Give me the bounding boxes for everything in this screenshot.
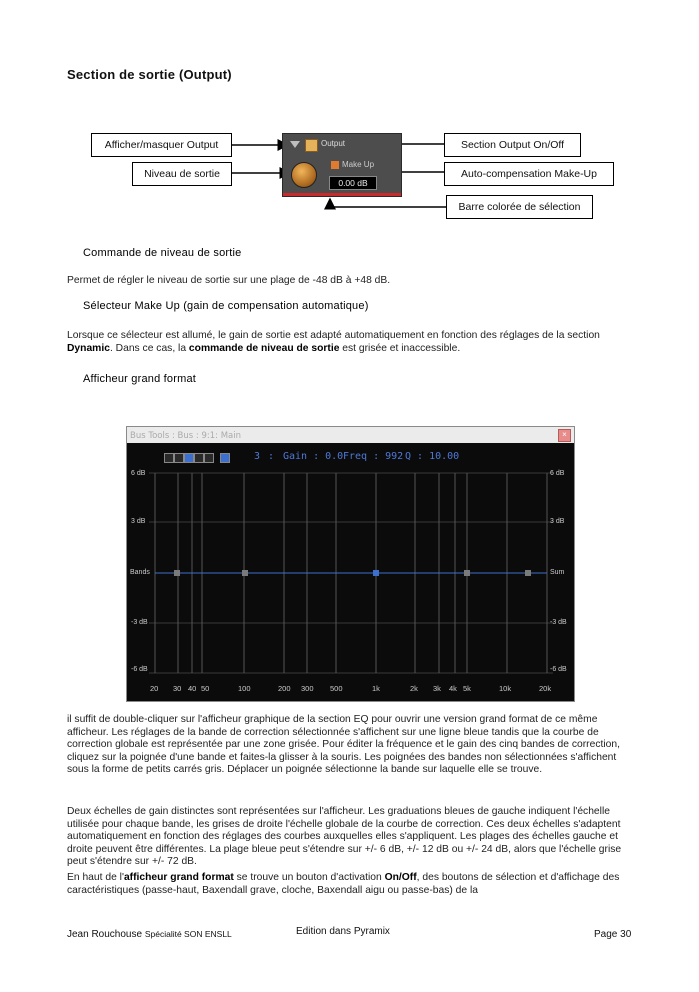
makeup-toggle[interactable] bbox=[331, 161, 339, 169]
output-onoff-button[interactable] bbox=[305, 139, 318, 152]
output-label: Output bbox=[321, 139, 346, 148]
freq-tick: 5k bbox=[463, 684, 471, 693]
freq-tick: 300 bbox=[301, 684, 314, 693]
subheading-large-display: Afficheur grand format bbox=[83, 373, 197, 385]
right-scale-minus6db: -6 dB bbox=[550, 666, 567, 673]
label-output-level: Niveau de sortie bbox=[132, 162, 232, 186]
left-scale-bands: Bands bbox=[130, 569, 150, 576]
freq-tick: 4k bbox=[449, 684, 457, 693]
freq-tick: 40 bbox=[188, 684, 197, 693]
freq-tick: 30 bbox=[173, 684, 182, 693]
freq-tick: 3k bbox=[433, 684, 441, 693]
paragraph-output-level: Permet de régler le niveau de sortie sur une plage de -48 dB à +48 dB. bbox=[67, 275, 391, 286]
left-scale-3db: 3 dB bbox=[131, 518, 146, 525]
freq-tick: 100 bbox=[238, 684, 251, 693]
freq-tick: 2k bbox=[410, 684, 418, 693]
band-colon: : bbox=[268, 451, 275, 462]
db-readout: 0.00 dB bbox=[329, 176, 377, 190]
eq-window-title: Bus Tools : Bus : 9:1: Main bbox=[130, 431, 242, 441]
right-scale-sum: Sum bbox=[550, 569, 565, 576]
band-handle-2 bbox=[242, 570, 248, 576]
eq-window bbox=[126, 426, 575, 702]
freq-tick: 50 bbox=[201, 684, 210, 693]
band-handle-3-selected bbox=[373, 570, 379, 576]
freq-readout: Freq : 992 bbox=[343, 451, 404, 462]
freq-tick: 1k bbox=[372, 684, 380, 693]
page-number: Page 30 bbox=[594, 929, 632, 940]
paragraph-makeup: Lorsque ce sélecteur est allumé, le gain de sortie est adapté automatiquement en fonction des réglages de la section Dynamic. Dans ce cas, la commande de niveau de sortie est grisée et inaccessible. bbox=[67, 330, 600, 354]
makeup-label: Make Up bbox=[342, 160, 375, 169]
left-scale-6db: 6 dB bbox=[131, 470, 146, 477]
band-handle-1 bbox=[174, 570, 180, 576]
right-scale-minus3db: -3 dB bbox=[550, 619, 567, 626]
expand-triangle-icon[interactable] bbox=[290, 141, 300, 148]
left-scale-minus6db: -6 dB bbox=[131, 666, 148, 673]
output-level-knob[interactable] bbox=[291, 162, 317, 188]
paragraph-gain-scales: Deux échelles de gain distinctes sont représentées sur l'afficheur. Les graduations bleues de gauche indiquent l'échelle utilisée pour chaque bande, les grises de droite l'échelle globale de la courbe de correction. Ces deux échelles s'adaptent automatiquement en fonction des réglages des courbes auxquelles elles s'appliquent. Les plages des échelles gauche et droite peuvent être différentes. La plage bleue peut s'étendre sur +/- 6 dB, +/- 12 dB ou +/- 24 dB, alors que l'échelle grise peut s'étendre sur +/- 72 dB. bbox=[67, 806, 622, 868]
paragraph-large-display: il suffit de double-cliquer sur l'afficheur graphique de la section EQ pour ouvrir une version grand format de ce même afficheur. Les réglages de la bande de correction sélectionnée s'affichent sur une ligne bleue tandis que la courbe de correction globale est représentée par une zone grisée. Pour éditer la fréquence et le gain des cinq bandes de correction, cliquez sur la poignée d'une bande et faites-la glisser à la souris. Les poignées des bandes non sélectionnées s'affichent sous la forme de petits carrés gris. Déplacer un poignée sélectionne la bande sur laquelle elle se trouve. bbox=[67, 714, 620, 776]
selection-color-bar bbox=[283, 193, 401, 196]
band-handle-4 bbox=[464, 570, 470, 576]
freq-tick: 200 bbox=[278, 684, 291, 693]
output-module bbox=[282, 133, 402, 197]
paragraph-large-display-top: En haut de l'afficheur grand format se trouve un bouton d'activation On/Off, des boutons de sélection et d'affichage des caractéristiques (passe-haut, Baxendall grave, cloche, Baxendall aigu ou passe-bas) de la bbox=[67, 872, 620, 896]
band-handle-5 bbox=[525, 570, 531, 576]
gain-readout: Gain : 0.0 bbox=[283, 451, 344, 462]
right-scale-6db: 6 dB bbox=[550, 470, 565, 477]
label-section-onoff: Section Output On/Off bbox=[444, 133, 581, 157]
footer-center: Edition dans Pyramix bbox=[296, 926, 390, 937]
close-icon[interactable]: × bbox=[558, 429, 571, 442]
section-title: Section de sortie (Output) bbox=[67, 67, 232, 82]
left-scale-minus3db: -3 dB bbox=[131, 619, 148, 626]
subheading-output-level: Commande de niveau de sortie bbox=[83, 247, 242, 259]
freq-tick: 500 bbox=[330, 684, 343, 693]
band-number: 3 bbox=[254, 451, 261, 462]
freq-tick: 10k bbox=[499, 684, 512, 693]
right-scale-3db: 3 dB bbox=[550, 518, 565, 525]
label-show-hide-output: Afficher/masquer Output bbox=[91, 133, 232, 157]
q-readout: Q : 10.00 bbox=[405, 451, 460, 462]
footer-author: Jean Rouchouse Spécialité SON ENSLL bbox=[67, 929, 232, 940]
freq-tick: 20k bbox=[539, 684, 552, 693]
freq-tick: 20 bbox=[150, 684, 159, 693]
subheading-makeup: Sélecteur Make Up (gain de compensation automatique) bbox=[83, 300, 369, 312]
label-color-bar: Barre colorée de sélection bbox=[446, 195, 593, 219]
label-makeup-auto: Auto-compensation Make-Up bbox=[444, 162, 614, 186]
eq-graph[interactable] bbox=[127, 427, 574, 701]
